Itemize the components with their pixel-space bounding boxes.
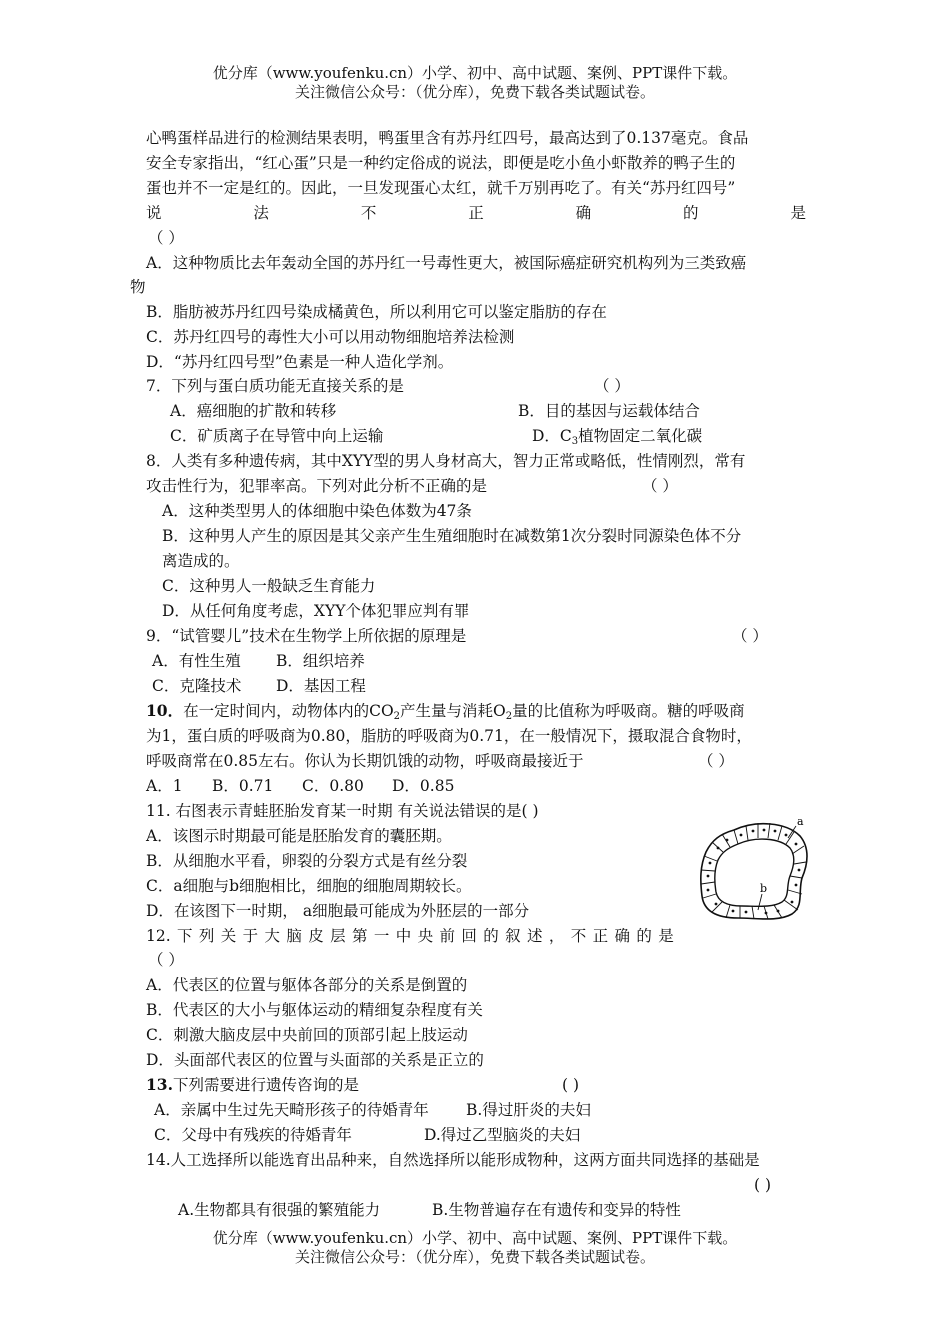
q9-option-b: B．组织培养	[276, 652, 365, 670]
q12-char: 叙	[505, 927, 521, 945]
q12-char: 下	[177, 927, 193, 945]
q13-option-c: C．父母中有残疾的待婚青年	[154, 1126, 352, 1144]
q10-number: 10．	[146, 701, 184, 720]
cell-nucleus	[740, 834, 743, 837]
q7-option-d-sub: 3	[571, 436, 579, 447]
cell-nucleus	[709, 862, 712, 865]
footer-line-1: 优分库（www.youfenku.cn）小学、初中、高中试题、案例、PPT课件下载。	[212, 1229, 738, 1247]
q6-char: 法	[253, 204, 269, 222]
q12-char: 层	[330, 927, 346, 945]
q13-option-b: B.得过肝炎的夫妇	[466, 1101, 591, 1119]
cell-nucleus	[795, 843, 798, 846]
q10-option-b: B．0.71	[212, 777, 274, 795]
q8-option-b-cont: 离造成的。	[162, 552, 240, 570]
q12-char: 的	[483, 927, 499, 945]
q6-char: 确	[575, 204, 592, 222]
q12-option-d: D．头面部代表区的位置与头面部的关系是正立的	[146, 1051, 484, 1069]
q12-char: 回	[461, 927, 477, 945]
cell-nucleus	[777, 910, 780, 913]
q12-stem	[146, 926, 674, 946]
cell-nucleus	[752, 830, 755, 833]
cell-nucleus	[763, 829, 766, 832]
cell-nucleus	[795, 884, 798, 887]
q12-char: 央	[417, 927, 434, 945]
blastula-figure	[694, 814, 814, 924]
page-header	[0, 64, 950, 102]
q10-sub-co2: 2	[393, 711, 401, 722]
q10-stem-part-c: 量的比值称为呼吸商。糖的呼吸商	[512, 702, 745, 720]
q11-option-b: B．从细胞水平看，卵裂的分裂方式是有丝分裂	[146, 852, 468, 870]
q6-char: 是	[790, 204, 806, 222]
footer-line-2: 关注微信公众号：（优分库），免费下载各类试题试卷。	[294, 1248, 655, 1266]
q13-option-d: D.得过乙型脑炎的夫妇	[424, 1126, 581, 1144]
q9-option-d: D．基因工程	[276, 677, 366, 695]
q12-char: 于	[242, 927, 259, 945]
q10-stem-line-1	[146, 701, 745, 721]
q6-answer-blank: （ ）	[148, 229, 184, 247]
q9-option-c: C．克隆技术	[152, 677, 242, 695]
q12-answer-blank: （ ）	[148, 951, 184, 969]
q10-stem-line-3: 呼吸商常在0.85左右。你认为长期饥饿的动物，呼吸商最接近于	[146, 752, 584, 770]
q6-char: 说	[146, 204, 162, 222]
cell-nucleus	[707, 875, 710, 878]
q12-char: 确	[614, 927, 631, 945]
q10-stem-part-a: 在一定时间内，动物体内的CO	[183, 702, 394, 720]
cell-nucleus	[732, 910, 735, 913]
q6-stem-line-1: 心鸭蛋样品进行的检测结果表明，鸭蛋里含有苏丹红四号，最高达到了0.137毫克。食品	[146, 129, 749, 147]
q6-stem-line-4	[146, 203, 806, 223]
q14-option-a: A.生物都具有很强的繁殖能力	[178, 1201, 381, 1219]
q10-option-a: A．1	[146, 777, 183, 795]
cell-nucleus	[774, 830, 777, 833]
q6-stem-line-2: 安全专家指出，“红心蛋”只是一种约定俗成的说法，即便是吃小鱼小虾散养的鸭子生的	[146, 154, 736, 172]
q6-option-a-cont: 物	[130, 278, 146, 296]
q14-stem: 14.人工选择所以能选育出品种来，自然选择所以能形成物种，这两方面共同选择的基础是	[146, 1151, 760, 1169]
q9-stem: 9．“试管婴儿”技术在生物学上所依据的原理是	[146, 627, 467, 645]
cell-nucleus	[715, 903, 718, 906]
q7-option-a: A．癌细胞的扩散和转移	[170, 402, 337, 420]
q13-number: 13.	[146, 1075, 173, 1094]
q12-char: 述	[527, 927, 543, 945]
cell-nucleus	[717, 847, 720, 850]
q12-char: 关	[220, 927, 237, 945]
q11-option-c: C．a细胞与b细胞相比，细胞的细胞周期较长。	[146, 877, 472, 895]
q7-option-b: B．目的基因与运载体结合	[518, 402, 700, 420]
cell-nucleus	[785, 834, 788, 837]
q6-option-c: C．苏丹红四号的毒性大小可以用动物细胞培养法检测	[146, 328, 515, 346]
q10-option-d: D．0.85	[392, 777, 455, 795]
q12-char: 的	[636, 927, 652, 945]
q10-stem-part-b: 产生量与消耗O	[400, 702, 506, 720]
q6-option-a: A．这种物质比去年轰动全国的苏丹红一号毒性更大，被国际癌症研究机构列为三类致癌	[146, 254, 747, 272]
q8-option-a: A．这种类型男人的体细胞中染色体数为47条	[162, 502, 472, 520]
q12-char: 列	[198, 927, 215, 945]
page-footer	[0, 1229, 950, 1267]
q6-stem-line-3: 蛋也并不一定是红的。因此，一旦发现蛋心太红，就千万别再吃了。有关“苏丹红四号”	[146, 179, 736, 197]
q10-stem-line-2: 为1，蛋白质的呼吸商为0.80，脂肪的呼吸商为0.71，在一般情况下，摄取混合食物时，	[146, 727, 752, 745]
q12-char: 正	[592, 927, 609, 945]
q13-answer-blank: ( )	[562, 1076, 580, 1094]
q8-option-c: C．这种男人一般缺乏生育能力	[162, 577, 376, 595]
q8-stem-line-2: 攻击性行为，犯罪率高。下列对此分析不正确的是	[146, 477, 488, 495]
q12-option-b: B．代表区的大小与躯体运动的精细复杂程度有关	[146, 1001, 483, 1019]
q12-char: 是	[658, 927, 674, 945]
header-line-2: 关注微信公众号：（优分库），免费下载各类试题试卷。	[294, 83, 655, 101]
q8-option-d: D．从任何角度考虑，XYY个体犯罪应判有罪	[162, 602, 470, 620]
q13-stem-text: 下列需要进行遗传咨询的是	[172, 1076, 359, 1094]
q12-char: 中	[395, 927, 412, 945]
header-line-1: 优分库（www.youfenku.cn）小学、初中、高中试题、案例、PPT课件下载。	[212, 64, 738, 82]
q10-option-c: C．0.80	[302, 777, 364, 795]
q8-stem-line-1: 8．人类有多种遗传病，其中XYY型的男人身材高大，智力正常或略低，性情刚烈，常有	[146, 452, 746, 470]
q12-char: 第	[352, 927, 368, 945]
q12-char: ，	[548, 927, 565, 945]
q6-option-b: B．脂肪被苏丹红四号染成橘黄色，所以利用它可以鉴定脂肪的存在	[146, 303, 607, 321]
cell-nucleus	[798, 869, 801, 872]
q7-option-c: C．矿质离子在导管中向上运输	[170, 427, 384, 445]
q6-char: 不	[360, 204, 377, 222]
q7-option-d-pre: D．C	[532, 427, 572, 445]
label-a: a	[797, 815, 804, 828]
q10-answer-blank: （ ）	[698, 752, 734, 770]
q8-answer-blank: （ ）	[642, 477, 678, 495]
q12-option-a: A．代表区的位置与躯体各部分的关系是倒置的	[146, 976, 468, 994]
q12-char: 大	[264, 927, 281, 945]
q12-char: 12.	[146, 927, 171, 945]
q12-char: 皮	[308, 927, 324, 945]
q12-option-c: C．刺激大脑皮层中央前回的顶部引起上肢运动	[146, 1026, 468, 1044]
cell-nucleus	[745, 911, 748, 914]
q14-answer-blank: ( )	[754, 1176, 772, 1194]
q12-char: 不	[570, 927, 587, 945]
q7-answer-blank: （ ）	[594, 377, 630, 395]
q7-option-d	[532, 426, 702, 446]
cell-nucleus	[726, 839, 729, 842]
q6-char: 的	[683, 204, 699, 222]
q6-char: 正	[468, 204, 484, 222]
cell-nucleus	[765, 912, 768, 915]
cell-nucleus	[791, 901, 794, 904]
q13-stem	[146, 1075, 359, 1095]
q11-stem: 11. 右图表示青蛙胚胎发育某一时期 有关说法错误的是( )	[146, 802, 539, 820]
label-b: b	[760, 882, 768, 895]
q12-char: 前	[439, 927, 456, 945]
q8-option-b: B．这种男人产生的原因是其父亲产生生殖细胞时在减数第1次分裂时同源染色体不分	[162, 527, 742, 545]
q13-option-a: A．亲属中生过先天畸形孩子的待婚青年	[154, 1101, 429, 1119]
q9-option-a: A．有性生殖	[152, 652, 241, 670]
q12-char: 脑	[286, 927, 302, 945]
q14-option-b: B.生物普遍存在有遗传和变异的特性	[432, 1201, 681, 1219]
q10-sub-o2: 2	[505, 711, 513, 722]
q6-option-d: D．“苏丹红四号型”色素是一种人造化学剂。	[146, 353, 454, 371]
q7-stem: 7．下列与蛋白质功能无直接关系的是	[146, 377, 404, 395]
q7-option-d-post: 植物固定二氧化碳	[578, 427, 703, 445]
q9-answer-blank: （ ）	[732, 627, 768, 645]
q11-option-d: D．在该图下一时期， a细胞最可能成为外胚层的一部分	[146, 902, 530, 920]
cell-nucleus	[707, 889, 710, 892]
q11-option-a: A．该图示时期最可能是胚胎发育的囊胚期。	[146, 827, 452, 845]
q12-char: 一	[373, 927, 390, 945]
